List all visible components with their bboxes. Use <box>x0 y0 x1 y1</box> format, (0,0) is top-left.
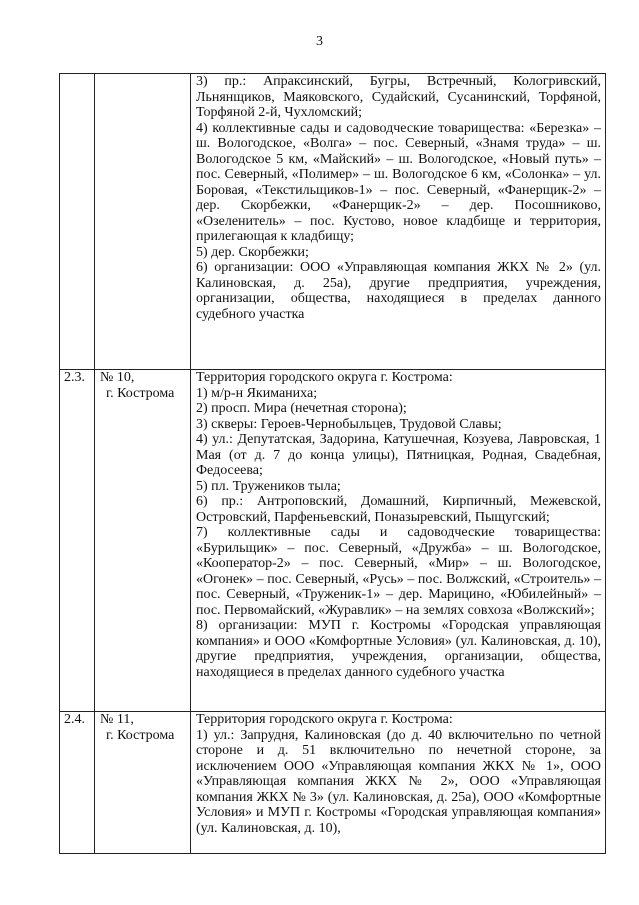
territory-paragraph: 3) пр.: Апраксинский, Бугры, Встречный, Кологривский, Льнянщиков, Маяковского, Судайский, Сусанинский, Торфяной, Торфяной 2-й, Чухломский; <box>196 74 601 120</box>
row-number: 2.4. <box>64 712 85 727</box>
section-number: № 11, <box>100 712 134 727</box>
territory-paragraph: 5) дер. Скорбежки; <box>196 244 309 260</box>
territory-paragraph: 8) организации: МУП г. Костромы «Городская управляющая компания» и ООО «Комфортные Условия» (ул. Калиновская, д. 10), другие предприятия, учреждения, организации, общества, находящиеся в пределах данного судебного участка <box>196 618 601 680</box>
territory-paragraph: 2) просп. Мира (нечетная сторона); <box>196 401 407 416</box>
section-number: № 10, <box>100 370 135 385</box>
row-number: 2.3. <box>64 370 85 385</box>
table-row <box>60 74 606 370</box>
territory-paragraph: Территория городского округа г. Кострома: <box>196 370 453 385</box>
court-section <box>95 370 190 401</box>
territory-paragraph: 1) м/р-н Якиманиха; <box>196 385 318 401</box>
territory-paragraph: 5) пл. Тружеников тыла; <box>196 478 341 494</box>
section-city: г. Кострома <box>106 727 175 743</box>
territory-paragraph: 1) ул.: Запрудня, Калиновская (до д. 40 включительно по четной стороне и д. 51 включительно по нечетной стороне, за исключением ООО «Управляющая компания ЖКХ № 1», ООО «Управляющая компания ЖКХ № 2», ООО «Управляющая компания ЖКХ № 3» (ул. Калиновская, д. 25а), ООО «Комфортные Условия» и МУП г. Костромы «Городская управляющая компания» (ул. Калиновская, д. 10), <box>196 727 601 836</box>
row-number-cell <box>60 74 95 370</box>
court-section-cell <box>95 370 191 712</box>
court-section <box>95 712 190 743</box>
territory-paragraph: 7) коллективные сады и садоводческие товарищества: «Бурильщик» – пос. Северный, «Дружба» – ш. Вологодское, «Кооператор-2» – пос. Северный, «Мир» – ш. Вологодское, «Огонек» – пос. Северный, «Русь» – пос. Волжский, «Строитель» – пос. Северный, «Труженик-1» – дер. Марицино, «Юбилейный» – пос. Первомайский, «Журавлик» – на землях совхоза «Волжский»; <box>196 525 601 618</box>
territory-cell <box>191 712 606 854</box>
territory-paragraph: 4) ул.: Депутатская, Задорина, Катушечная, Козуева, Лавровская, 1 Мая (от д. 7 до конца улицы), Пятницкая, Родная, Свадебная, Федосеева; <box>196 432 601 478</box>
row-number-cell <box>60 712 95 854</box>
court-section-cell <box>95 712 191 854</box>
territory-paragraph: Территория городского округа г. Кострома: <box>196 712 453 727</box>
territory-cell <box>191 370 606 712</box>
jurisdiction-table <box>59 73 606 854</box>
table-row <box>60 370 606 712</box>
territory-paragraph: 6) пр.: Антроповский, Домашний, Кирпичный, Межевской, Островский, Парфеньевский, Поназыревский, Пыщугский; <box>196 494 601 525</box>
row-number-cell <box>60 370 95 712</box>
section-city: г. Кострома <box>106 385 175 401</box>
page-number: 3 <box>316 34 323 49</box>
territory-paragraph: 4) коллективные сады и садоводческие товарищества: «Березка» – ш. Вологодское, «Волга» – пос. Северный, «Знамя труда» – ш. Вологодское 5 км, «Майский» – ш. Вологодское, «Новый путь» – пос. Северный, «Полимер» – ш. Вологодское 6 км, «Солонка» – ул. Боровая, «Текстильщиков-1» – пос. Северный, «Фанерщик-2» – дер. Скорбежки, «Фанерщик-2» – дер. Посошниково, «Озеленитель» – пос. Кустово, новое кладбище и территория, прилегающая к кладбищу; <box>196 120 601 244</box>
territory-paragraph: 6) организации: ООО «Управляющая компания ЖКХ № 2» (ул. Калиновская, д. 25а), другие предприятия, учреждения, организации, общества, находящиеся в пределах данного судебного участка <box>196 260 601 322</box>
territory-cell <box>191 74 606 370</box>
table-row <box>60 712 606 854</box>
territory-paragraph: 3) скверы: Героев-Чернобыльцев, Трудовой Славы; <box>196 416 502 432</box>
court-section-cell <box>95 74 191 370</box>
